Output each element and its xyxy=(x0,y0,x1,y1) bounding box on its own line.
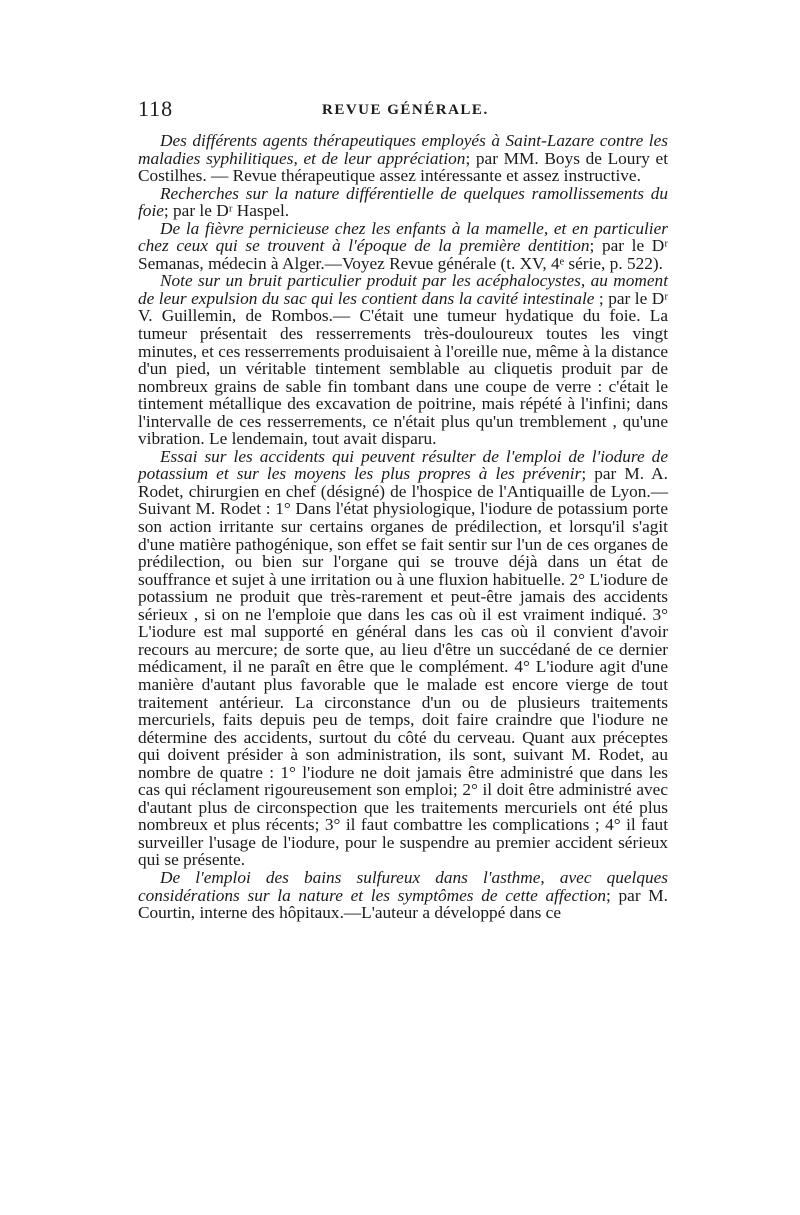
entry-title: Essai sur les accidents qui peuvent résulter de l'emploi de l'iodure de potassium et sur les moyens les plus propres à les prévenir xyxy=(138,446,668,484)
text-block xyxy=(138,132,668,922)
entry-paragraph xyxy=(138,220,668,273)
running-title: REVUE GÉNÉRALE. xyxy=(322,102,489,118)
entry-paragraph xyxy=(138,869,668,922)
entry-body: ; par le Dʳ Haspel. xyxy=(163,201,290,221)
entry-paragraph xyxy=(138,185,668,220)
page-header xyxy=(138,96,668,126)
entry-body: ; par M. Courtin, interne des hôpitaux.—L'auteur a développé dans ce xyxy=(138,885,668,923)
page-number: 118 xyxy=(138,96,174,121)
entry-title: De la fièvre pernicieuse chez les enfants à la mamelle, et en particulier chez ceux qui se trouvent à l'époque de la première dentition xyxy=(138,218,668,256)
entry-paragraph xyxy=(138,448,668,869)
entry-body: ; par le Dʳ Semanas, médecin à Alger.—Voyez Revue générale (t. XV, 4ᵉ série, p. 522). xyxy=(138,236,668,273)
entry-body: ; par le Dʳ V. Guillemin, de Rombos.— C'était une tumeur hydatique du foie. La tumeur présentait des resserrements très-douloureux toutes les vingt minutes, et ces resserrements produisaient à l'oreille nue, même à la distance d'un pied, un véritable tintement semblable au cliquetis produit par de nombreux grains de sable fin tombant dans une coupe de verre : c'était le tintement métallique des excavation de poitrine, mais répété à l'infini; dans l'intervalle de ces resserrements, ce n'était plus qu'un tremblement , qu'une vibration. Le lendemain, tout avait disparu. xyxy=(138,288,668,449)
entry-title: Des différents agents thérapeutiques employés à Saint-Lazare contre les maladies syphilitiques, et de leur appréciation xyxy=(138,131,668,168)
entry-body: ; par M. A. Rodet, chirurgien en chef (désigné) de l'hospice de l'Antiquaille de Lyon.— Suivant M. Rodet : 1° Dans l'état physiologique, l'iodure de potassium porte son action irritante sur certains organes de prédilection, et lorsqu'il s'agit d'une matière pathogénique, son effet se fait sentir sur l'un de ces organes de prédilection, ou bien sur l'organe qui se trouve déjà dans un état de souffrance et sujet à une irritation ou à une fluxion habituelle. 2° L'iodure de potassium ne produit que très-rarement et peut-être jamais des accidents sérieux , si on ne l'emploie que dans les cas où il est vraiment indiqué. 3° L'iodure est mal supporté en général dans les cas où il convient d'avoir recours au mercure; de sorte que, au lieu d'être un succédané de ce dernier médicament, il ne paraît en être que le complément. 4° L'iodure agit d'une manière d'autant plus favorable que le malade est encore vierge de tout traitement antérieur. La circonstance d'un ou de plusieurs traitements mercuriels, faits depuis peu de temps, doit faire craindre que l'iodure ne détermine des accidents, surtout du côté du cerveau. Quant aux préceptes qui doivent présider à son administration, ils sont, suivant M. Rodet, au nombre de quatre : 1° l'iodure ne doit jamais être administré que dans les cas qui réclament rigoureusement son emploi; 2° il doit être administré avec d'autant plus de circonspection que les traitements mercuriels ont été plus nombreux et plus récents; 3° il faut combattre les complications ; 4° il faut surveiller l'usage de l'iodure, pour le suspendre au premier accident sérieux qui se présente. xyxy=(138,464,668,870)
entry-paragraph xyxy=(138,132,668,185)
entry-paragraph xyxy=(138,272,668,447)
entry-body: ; par MM. Boys de Loury et Costilhes. — Revue thérapeutique assez intéressante et assez instructive. xyxy=(138,148,668,186)
entry-title: Note sur un bruit particulier produit par les acéphalocystes, au moment de leur expulsion du sac qui les contient dans la cavité intestinale xyxy=(138,271,668,308)
entry-title: Recherches sur la nature différentielle de quelques ramollissements du foie xyxy=(138,183,668,221)
entry-title: De l'emploi des bains sulfureux dans l'asthme, avec quelques considérations sur la nature et les symptômes de cette affection xyxy=(138,867,668,905)
